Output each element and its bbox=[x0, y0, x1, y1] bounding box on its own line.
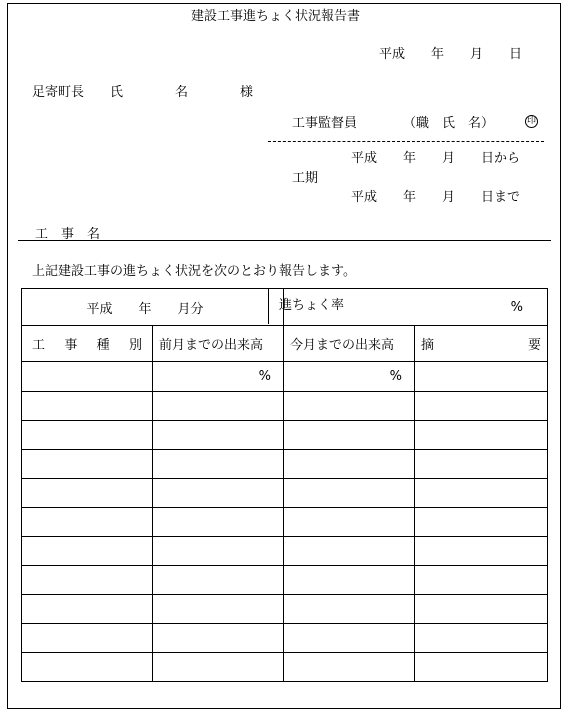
table-cell bbox=[415, 392, 548, 421]
table-cell bbox=[415, 362, 548, 392]
month-cell bbox=[22, 289, 345, 326]
period-from: 平成 年 月 日から bbox=[351, 151, 521, 166]
project-name-label: 工 事 名 bbox=[35, 227, 101, 242]
supervisor-title: （職 氏 名） bbox=[403, 116, 495, 131]
table-cell bbox=[415, 537, 548, 566]
table-cell bbox=[153, 392, 284, 421]
table-cell bbox=[415, 624, 548, 653]
table-row bbox=[22, 595, 548, 624]
table-cell bbox=[284, 508, 415, 537]
dashed-divider bbox=[268, 141, 544, 142]
table-cell bbox=[284, 421, 415, 450]
table-cell bbox=[284, 566, 415, 595]
table-cell bbox=[153, 653, 284, 682]
col-note-char: 摘 bbox=[421, 338, 435, 353]
period-to: 平成 年 月 日まで bbox=[351, 190, 521, 205]
table-cell bbox=[415, 479, 548, 508]
project-name-line bbox=[18, 240, 551, 241]
document-title: 建設工事進ちょく状況報告書 bbox=[191, 9, 361, 24]
column-header-row bbox=[22, 326, 548, 362]
table-cell bbox=[22, 421, 153, 450]
col-note-char: 要 bbox=[528, 338, 542, 353]
curr-percent: % bbox=[284, 362, 415, 392]
table-cell bbox=[284, 624, 415, 653]
table-cell bbox=[284, 392, 415, 421]
col-header-curr: 今月までの出来高 bbox=[284, 326, 415, 362]
col-type-char: 工 bbox=[32, 338, 46, 353]
table-header-row bbox=[22, 289, 548, 326]
table-cell bbox=[153, 479, 284, 508]
table-cell bbox=[284, 653, 415, 682]
table-row bbox=[22, 566, 548, 595]
table-row bbox=[22, 421, 548, 450]
table-cell bbox=[415, 653, 548, 682]
table-cell bbox=[22, 624, 153, 653]
table-cell bbox=[22, 566, 153, 595]
table-cell bbox=[415, 566, 548, 595]
table-cell bbox=[153, 508, 284, 537]
col-type-char: 別 bbox=[128, 338, 142, 353]
supervisor-label: 工事監督員 bbox=[292, 116, 358, 131]
table-row bbox=[22, 624, 548, 653]
table-cell bbox=[22, 362, 153, 392]
table-cell bbox=[153, 450, 284, 479]
progress-percent: % bbox=[510, 299, 524, 315]
table-cell bbox=[284, 450, 415, 479]
intro-text: 上記建設工事の進ちょく状況を次のとおり報告します。 bbox=[32, 264, 356, 279]
table-cell bbox=[153, 421, 284, 450]
table-cell bbox=[415, 421, 548, 450]
table-cell bbox=[415, 595, 548, 624]
seal-icon: 印 bbox=[526, 116, 536, 126]
table-cell bbox=[153, 566, 284, 595]
table-cell bbox=[153, 537, 284, 566]
table-cell bbox=[415, 508, 548, 537]
prev-percent: % bbox=[153, 362, 284, 392]
table-cell bbox=[22, 595, 153, 624]
table-cell bbox=[22, 653, 153, 682]
table-cell bbox=[22, 508, 153, 537]
table-cell bbox=[415, 450, 548, 479]
table-row bbox=[22, 537, 548, 566]
progress-label: 進ちょく率 bbox=[268, 288, 344, 324]
period-label: 工期 bbox=[292, 171, 319, 186]
table-cell bbox=[284, 595, 415, 624]
col-header-type bbox=[22, 326, 153, 362]
table-cell bbox=[153, 624, 284, 653]
col-type-char: 種 bbox=[96, 338, 110, 353]
month-label: 平成 年 月分 bbox=[86, 301, 204, 317]
table-cell bbox=[284, 479, 415, 508]
table-row bbox=[22, 362, 548, 392]
table-row bbox=[22, 653, 548, 682]
date-line: 平成 年 月 日 bbox=[379, 47, 523, 62]
addressee: 足寄町長 氏 名 様 bbox=[32, 85, 254, 100]
col-header-prev: 前月までの出来高 bbox=[153, 326, 284, 362]
table-cell bbox=[22, 537, 153, 566]
table-cell bbox=[22, 479, 153, 508]
table-row bbox=[22, 479, 548, 508]
table-row bbox=[22, 392, 548, 421]
table-cell bbox=[153, 595, 284, 624]
table-cell bbox=[284, 537, 415, 566]
table-row bbox=[22, 508, 548, 537]
table-cell bbox=[22, 392, 153, 421]
table-row bbox=[22, 450, 548, 479]
table-cell bbox=[22, 450, 153, 479]
col-header-note bbox=[415, 326, 548, 362]
progress-table bbox=[21, 288, 548, 682]
col-type-char: 事 bbox=[64, 338, 78, 353]
